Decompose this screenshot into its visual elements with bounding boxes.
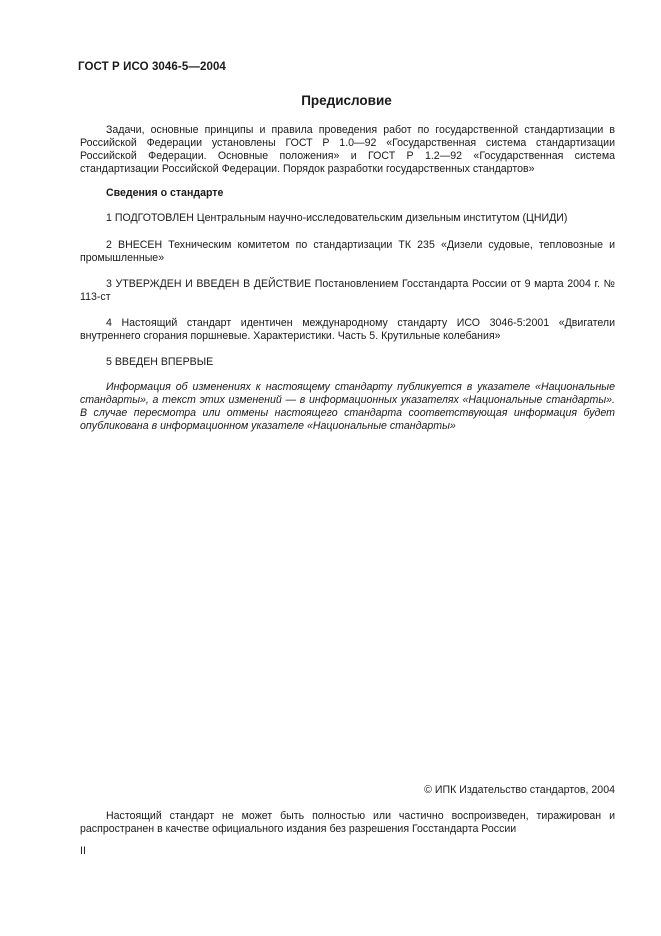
document-header: ГОСТ Р ИСО 3046-5—2004 — [78, 61, 226, 73]
info-heading: Сведения о стандарте — [106, 187, 224, 199]
page-title: Предисловие — [301, 93, 392, 108]
list-item: 3 УТВЕРЖДЕН И ВВЕДЕН В ДЕЙСТВИЕ Постановлением Госстандарта России от 9 марта 2004 г. № 113-ст — [80, 278, 615, 303]
copyright-notice: © ИПК Издательство стандартов, 2004 — [424, 784, 615, 796]
reproduction-notice: Настоящий стандарт не может быть полностью или частично воспроизведен, тиражирован и распространен в качестве официального издания без разрешения Госстандарта России — [80, 810, 615, 835]
list-item: 4 Настоящий стандарт идентичен международному стандарту ИСО 3046-5:2001 «Двигатели внутреннего сгорания поршневые. Характеристики. Часть 5. Крутильные колебания» — [80, 317, 615, 342]
preface-intro: Задачи, основные принципы и правила проведения работ по государственной стандартизации в Российской Федерации установлены ГОСТ Р 1.0—92 «Государственная система стандартизации Российской Федерации. Основные положения» и ГОСТ Р 1.2—92 «Государственная система стандартизации Российской Федерации. Порядок разработки государственных стандартов» — [80, 124, 615, 175]
list-item: 2 ВНЕСЕН Техническим комитетом по стандартизации ТК 235 «Дизели судовые, тепловозные и промышленные» — [80, 239, 615, 264]
page-number: II — [80, 845, 86, 857]
list-item: 5 ВВЕДЕН ВПЕРВЫЕ — [106, 356, 214, 368]
changes-note: Информация об изменениях к настоящему стандарту публикуется в указателе «Национальные стандарты», а текст этих изменений — в информационных указателях «Национальные стандарты». В случае пересмотра или отмены настоящего стандарта соответствующая информация будет опубликована в информационном указателе «Национальные стандарты» — [80, 381, 615, 432]
list-item: 1 ПОДГОТОВЛЕН Центральным научно-исследовательским дизельным институтом (ЦНИДИ) — [106, 212, 568, 224]
